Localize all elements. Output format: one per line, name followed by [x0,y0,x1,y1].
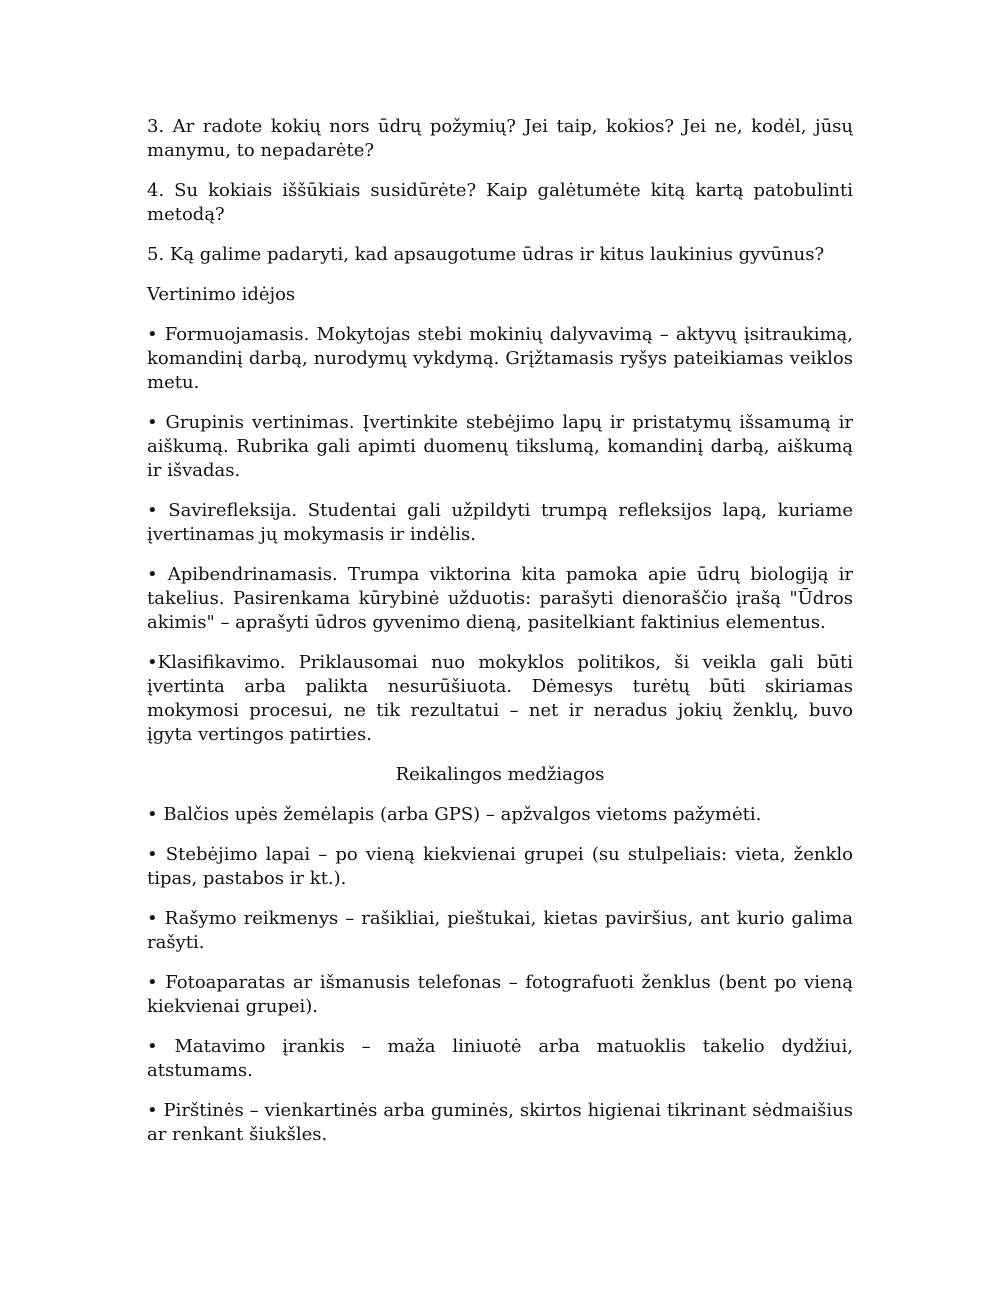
assessment-item-formative: • Formuojamasis. Mokytojas stebi mokinių dalyvavimą – aktyvų įsitraukimą, komandinį darbą, nurodymų vykdymą. Grįžtamasis ryšys pateikiamas veiklos metu. [147,324,853,393]
materials-item-measuring-tool: • Matavimo įrankis – maža liniuotė arba matuoklis takelio dydžiui, atstumams. [147,1036,853,1081]
materials-item-map: • Balčios upės žemėlapis (arba GPS) – apžvalgos vietoms pažymėti. [147,804,762,825]
assessment-item-self-reflection: • Savirefleksija. Studentai gali užpildyti trumpą refleksijos lapą, kuriame įvertinamas jų mokymasis ir indėlis. [147,500,853,545]
assessment-item-grading: •Klasifikavimo. Priklausomai nuo mokyklos politikos, ši veikla gali būti įvertinta arba palikta nesurūšiuota. Dėmesys turėtų būti skiriamas mokymosi procesui, ne tik rezultatui – net ir neradus jokių ženklų, buvo įgyta vertingos patirties. [147,652,853,745]
assessment-item-group: • Grupinis vertinimas. Įvertinkite stebėjimo lapų ir pristatymų išsamumą ir aiškumą. Rubrika gali apimti duomenų tikslumą, komandinį darbą, aiškumą ir išvadas. [147,412,853,481]
materials-heading: Reikalingos medžiagos [395,764,605,785]
materials-item-observation-sheets: • Stebėjimo lapai – po vieną kiekvienai grupei (su stulpeliais: vieta, ženklo tipas, pastabos ir kt.). [147,844,853,889]
question-4: 4. Su kokiais iššūkiais susidūrėte? Kaip galėtumėte kitą kartą patobulinti metodą? [147,180,853,225]
materials-item-camera: • Fotoaparatas ar išmanusis telefonas – fotografuoti ženklus (bent po vieną kiekvienai grupei). [147,972,853,1017]
document-page [147,115,853,1163]
materials-item-gloves: • Pirštinės – vienkartinės arba guminės, skirtos higienai tikrinant sėdmaišius ar renkant šiukšles. [147,1100,853,1145]
assessment-item-summative: • Apibendrinamasis. Trumpa viktorina kita pamoka apie ūdrų biologiją ir takelius. Pasirenkama kūrybinė užduotis: parašyti dienoraščio įrašą "Ūdros akimis" – aprašyti ūdros gyvenimo dieną, pasitelkiant faktinius elementus. [147,564,853,633]
materials-item-writing-supplies: • Rašymo reikmenys – rašikliai, pieštukai, kietas paviršius, ant kurio galima rašyti. [147,908,853,953]
question-5: 5. Ką galime padaryti, kad apsaugotume ūdras ir kitus laukinius gyvūnus? [147,244,825,265]
question-3: 3. Ar radote kokių nors ūdrų požymių? Jei taip, kokios? Jei ne, kodėl, jūsų manymu, to nepadarėte? [147,116,853,161]
assessment-heading: Vertinimo idėjos [147,284,296,305]
